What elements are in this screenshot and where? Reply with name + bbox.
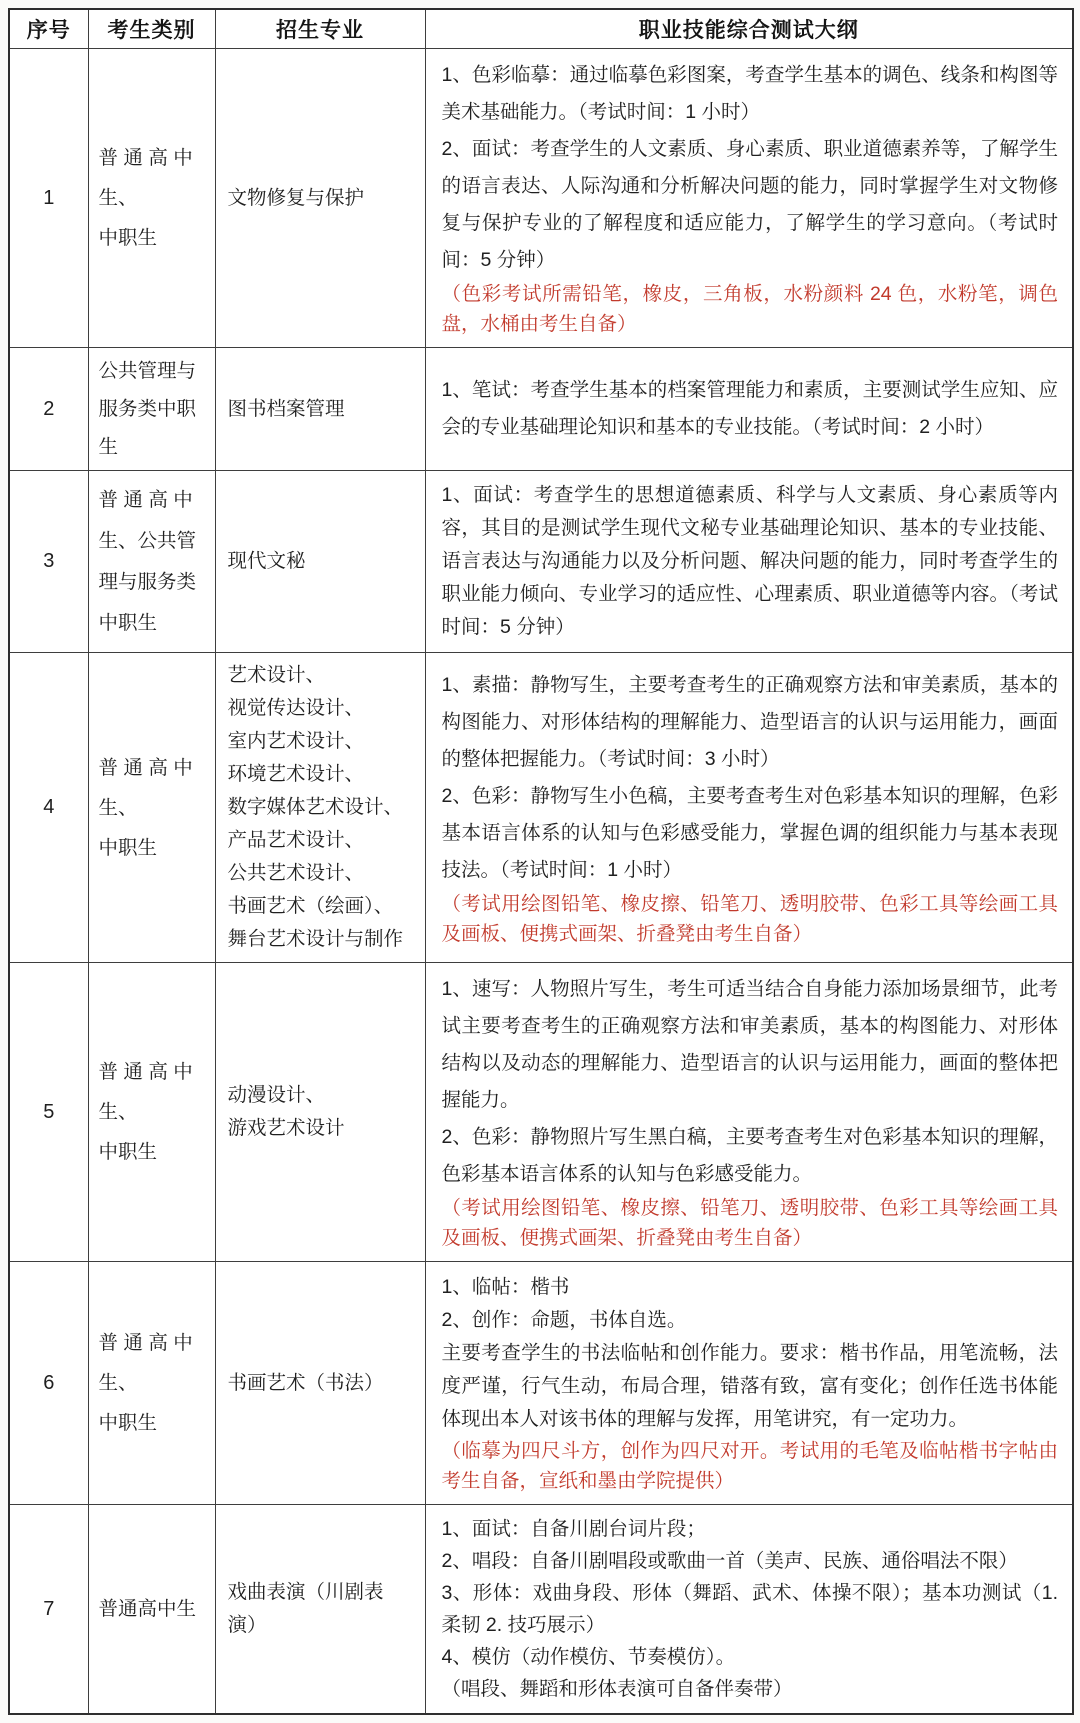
major-cell [215, 471, 425, 653]
table-row [9, 1262, 1073, 1505]
major-cell [215, 653, 425, 963]
major-line: 书画艺术（书法） [227, 1371, 384, 1394]
outline-paragraph: 2、色彩：静物照片写生黑白稿，主要考查考生对色彩基本知识的理解，色彩基本语言体系的认知与色彩感受能力。 [441, 1126, 1058, 1185]
category-line: 中职生 [98, 611, 158, 634]
category-line: 普 通 高 中 [98, 488, 193, 511]
table-row [9, 348, 1073, 471]
row-number: 3 [9, 471, 88, 653]
major-cell [215, 1262, 425, 1505]
outline-paragraph: 主要考查学生的书法临帖和创作能力。要求：楷书作品，用笔流畅，法度严谨，行气生动，布局合理，错落有致，富有变化；创作任选书体能体现出本人对该书体的理解与发挥，用笔讲究，有一定功力。 [441, 1341, 1058, 1430]
outline-cell [425, 49, 1073, 348]
category-line: 中职生 [98, 227, 158, 249]
category-line: 生 [98, 436, 119, 458]
outline-paragraph: （唱段、舞蹈和形体表演可自备伴奏带） [441, 1678, 793, 1700]
major-line: 环境艺术设计、 [227, 763, 365, 785]
category-line: 生、公共管 [98, 529, 197, 552]
major-line: 公共艺术设计、 [227, 862, 365, 884]
category-line: 中职生 [98, 1141, 158, 1163]
outline-paragraph: 1、速写：人物照片写生，考生可适当结合自身能力添加场景细节，此考试主要考查考生的正确观察方法和审美素质，基本的构图能力、对形体结构以及动态的理解能力、造型语言的认识与运用能力，画面的整体把握能力。 [441, 978, 1058, 1111]
header-no: 序号 [9, 9, 88, 49]
outline-note-red: （色彩考试所需铅笔，橡皮，三角板，水粉颜料 24 色，水粉笔，调色盘，水桶由考生自备） [441, 283, 1058, 335]
category-cell [88, 471, 215, 653]
category-line: 生、 [98, 187, 138, 209]
major-cell [215, 963, 425, 1262]
outline-cell [425, 1262, 1073, 1505]
outline-paragraph: 2、唱段：自备川剧唱段或歌曲一首（美声、民族、通俗唱法不限） [441, 1550, 1018, 1572]
outline-cell [425, 963, 1073, 1262]
outline-paragraph: 1、面试：自备川剧台词片段； [441, 1518, 706, 1540]
category-line: 中职生 [98, 836, 158, 859]
major-line: 产品艺术设计、 [227, 829, 365, 851]
header-major: 招生专业 [215, 9, 425, 49]
table-body [9, 49, 1073, 1715]
category-line: 普 通 高 中 [98, 1332, 193, 1354]
exam-outline-table [8, 8, 1074, 1715]
row-number: 6 [9, 1262, 88, 1505]
major-line: 艺术设计、 [227, 664, 326, 686]
major-cell [215, 49, 425, 348]
major-line: 游戏艺术设计 [227, 1117, 345, 1139]
row-number: 4 [9, 653, 88, 963]
major-line: 图书档案管理 [227, 397, 345, 420]
row-number: 1 [9, 49, 88, 348]
row-number: 7 [9, 1505, 88, 1715]
outline-paragraph: 3、形体：戏曲身段、形体（舞蹈、武术、体操不限）；基本功测试（1. 柔韧 2. 技巧展示） [441, 1582, 1058, 1636]
outline-paragraph: 2、面试：考查学生的人文素质、身心素质、职业道德素养等，了解学生的语言表达、人际沟通和分析解决问题的能力，同时掌握学生对文物修复与保护专业的了解程度和适应能力，了解学生的学习意向。（考试时间：5 分钟） [441, 138, 1058, 271]
outline-cell [425, 471, 1073, 653]
outline-cell [425, 653, 1073, 963]
category-line: 普通高中生 [98, 1598, 197, 1620]
major-cell [215, 1505, 425, 1715]
major-cell [215, 348, 425, 471]
major-line: 戏曲表演（川剧表演） [227, 1581, 384, 1636]
category-cell [88, 1505, 215, 1715]
category-line: 公共管理与 [98, 360, 197, 382]
outline-paragraph: 2、色彩：静物写生小色稿，主要考查考生对色彩基本知识的理解，色彩基本语言体系的认知与色彩感受能力，掌握色调的组织能力与基本表现技法。（考试时间：1 小时） [441, 784, 1058, 881]
outline-paragraph: 1、素描：静物写生，主要考查考生的正确观察方法和审美素质，基本的构图能力、对形体结构的理解能力、造型语言的认识与运用能力，画面的整体把握能力。（考试时间：3 小时） [441, 673, 1058, 770]
outline-cell [425, 348, 1073, 471]
outline-paragraph: 1、面试：考查学生的思想道德素质、科学与人文素质、身心素质等内容，其目的是测试学生现代文秘专业基础理论知识、基本的专业技能、语言表达与沟通能力以及分析问题、解决问题的能力，同时考查学生的职业能力倾向、专业学习的适应性、心理素质、职业道德等内容。（考试时间：5 分钟） [441, 484, 1058, 638]
outline-note-red: （考试用绘图铅笔、橡皮擦、铅笔刀、透明胶带、色彩工具等绘画工具及画板、便携式画架、折叠凳由考生自备） [441, 892, 1058, 945]
table-row [9, 49, 1073, 348]
outline-note-red: （临摹为四尺斗方，创作为四尺对开。考试用的毛笔及临帖楷书字帖由考生自备，宣纸和墨由学院提供） [441, 1439, 1058, 1492]
category-line: 普 通 高 中 [98, 1061, 193, 1083]
category-cell [88, 348, 215, 471]
header-outline: 职业技能综合测试大纲 [425, 9, 1073, 49]
major-line: 视觉传达设计、 [227, 697, 365, 719]
major-line: 数字媒体艺术设计、 [227, 796, 404, 818]
category-line: 服务类中职 [98, 398, 197, 420]
outline-paragraph: 1、笔试：考查学生基本的档案管理能力和素质，主要测试学生应知、应会的专业基础理论知识和基本的专业技能。（考试时间：2 小时） [441, 379, 1058, 438]
major-line: 动漫设计、 [227, 1084, 326, 1106]
category-line: 理与服务类 [98, 570, 197, 593]
outline-paragraph: 4、模仿（动作模仿、节奏模仿）。 [441, 1646, 736, 1668]
category-line: 普 通 高 中 [98, 756, 193, 779]
outline-paragraph: 1、临帖：楷书 [441, 1275, 570, 1298]
table-row [9, 1505, 1073, 1715]
category-cell [88, 963, 215, 1262]
table-row [9, 471, 1073, 653]
outline-paragraph: 2、创作：命题，书体自选。 [441, 1308, 687, 1331]
major-line: 室内艺术设计、 [227, 730, 365, 752]
category-line: 生、 [98, 1101, 138, 1123]
major-line: 现代文秘 [227, 550, 306, 572]
category-cell [88, 49, 215, 348]
outline-note-red: （考试用绘图铅笔、橡皮擦、铅笔刀、透明胶带、色彩工具等绘画工具及画板、便携式画架、折叠凳由考生自备） [441, 1197, 1058, 1249]
table-row [9, 963, 1073, 1262]
row-number: 2 [9, 348, 88, 471]
category-cell [88, 653, 215, 963]
category-cell [88, 1262, 215, 1505]
outline-cell [425, 1505, 1073, 1715]
major-line: 舞台艺术设计与制作 [227, 928, 404, 950]
category-line: 普 通 高 中 [98, 147, 193, 169]
outline-paragraph: 1、色彩临摹：通过临摹色彩图案，考查学生基本的调色、线条和构图等美术基础能力。（考试时间：1 小时） [441, 64, 1058, 123]
header-row [9, 9, 1073, 49]
major-line: 文物修复与保护 [227, 186, 365, 209]
row-number: 5 [9, 963, 88, 1262]
category-line: 生、 [98, 1372, 138, 1394]
header-category: 考生类别 [88, 9, 215, 49]
major-line: 书画艺术（绘画）、 [227, 895, 394, 917]
category-line: 生、 [98, 796, 138, 819]
category-line: 中职生 [98, 1412, 158, 1434]
table-row [9, 653, 1073, 963]
